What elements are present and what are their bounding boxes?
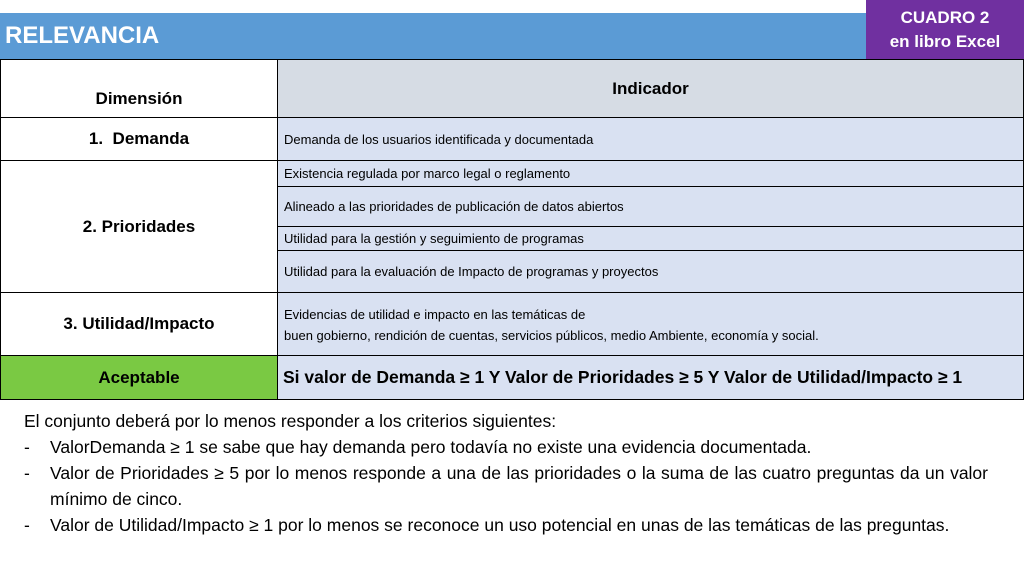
indicator-demanda: Demanda de los usuarios identificada y documentada xyxy=(278,118,1024,161)
criteria-notes xyxy=(24,408,988,538)
bullet-text: Valor de Utilidad/Impacto ≥ 1 por lo menos se reconoce un uso potencial en unas de las temáticas de las preguntas. xyxy=(50,515,950,535)
dimension-header: Dimensión xyxy=(1,60,278,118)
bullet-text: Valor de Prioridades ≥ 5 por lo menos responde a una de las prioridades o la suma de las cuatro preguntas da un valor mínimo de cinco. xyxy=(50,463,988,509)
dimension-prioridades: 2. Prioridades xyxy=(1,161,278,293)
table-row xyxy=(1,161,1024,187)
cuadro-line-2: en libro Excel xyxy=(889,31,1001,51)
list-item xyxy=(24,460,988,512)
aceptable-label: Aceptable xyxy=(1,356,278,400)
indicator-prioridades-2: Alineado a las prioridades de publicación de datos abiertos xyxy=(278,187,1024,227)
bullet-dash: - xyxy=(24,515,30,535)
list-item xyxy=(24,512,988,538)
table-row xyxy=(1,356,1024,400)
page-title: RELEVANCIA xyxy=(0,13,866,59)
bullet-dash: - xyxy=(24,463,30,483)
indicator-prioridades-1: Existencia regulada por marco legal o reglamento xyxy=(278,161,1024,187)
table-row xyxy=(1,293,1024,356)
cuadro-badge xyxy=(866,0,1024,59)
table-header-row xyxy=(1,60,1024,118)
dimension-utilidad: 3. Utilidad/Impacto xyxy=(1,293,278,356)
indicator-utilidad-line-2: buen gobierno, rendición de cuentas, servicios públicos, medio Ambiente, economía y social. xyxy=(284,328,819,343)
indicator-utilidad xyxy=(278,293,1024,356)
list-item xyxy=(24,434,988,460)
aceptable-rule: Si valor de Demanda ≥ 1 Y Valor de Prioridades ≥ 5 Y Valor de Utilidad/Impacto ≥ 1 xyxy=(278,356,1024,400)
indicator-prioridades-3: Utilidad para la gestión y seguimiento de programas xyxy=(278,227,1024,251)
relevancia-table xyxy=(0,59,1024,400)
table-row xyxy=(1,118,1024,161)
dimension-demanda: 1. Demanda xyxy=(1,118,278,161)
cuadro-line-1: CUADRO 2 xyxy=(900,7,990,27)
notes-intro: El conjunto deberá por lo menos responder a los criterios siguientes: xyxy=(24,411,557,431)
indicator-utilidad-line-1: Evidencias de utilidad e impacto en las temáticas de xyxy=(284,307,586,322)
bullet-text: ValorDemanda ≥ 1 se sabe que hay demanda pero todavía no existe una evidencia documentada. xyxy=(50,437,812,457)
indicador-header: Indicador xyxy=(278,60,1024,118)
indicator-prioridades-4: Utilidad para la evaluación de Impacto de programas y proyectos xyxy=(278,251,1024,293)
bullet-dash: - xyxy=(24,437,30,457)
